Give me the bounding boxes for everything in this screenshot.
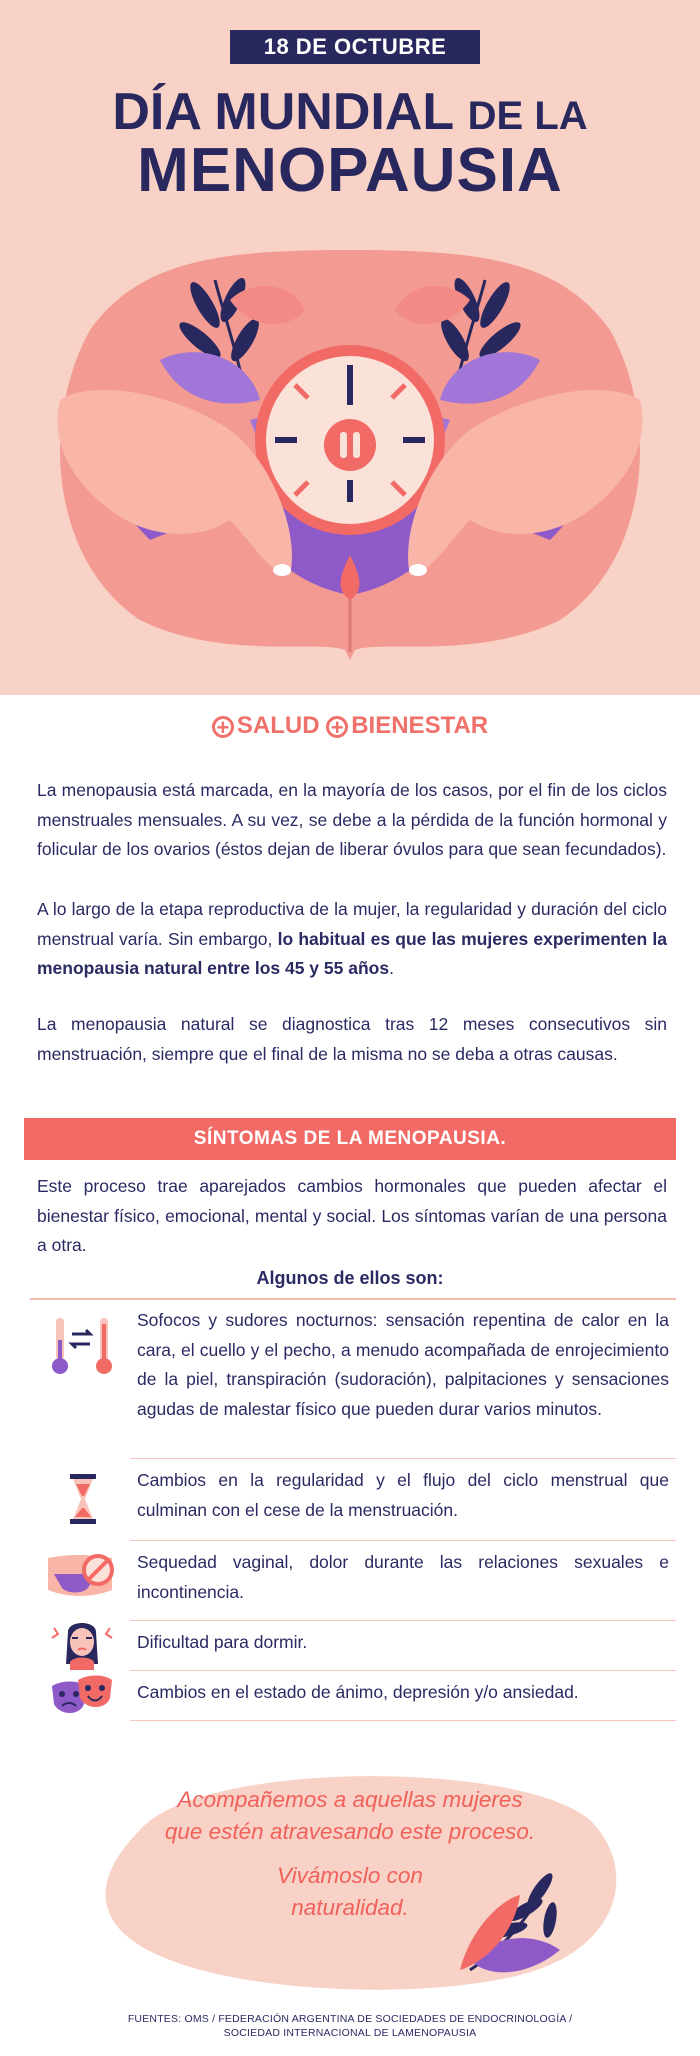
intro-p2-end: . [389,958,394,978]
divider [30,1298,676,1300]
closing-line3: Vivámoslo con [277,1863,423,1888]
tagline [0,712,700,740]
tagline-word2: BIENESTAR [351,712,489,739]
symptoms-subheading: Algunos de ellos son: [256,1268,444,1288]
symptom-item [30,1678,676,1720]
divider [130,1458,676,1459]
divider [130,1540,676,1541]
date-badge: 18 DE OCTUBRE [230,30,480,64]
divider [130,1620,676,1621]
sleepless-woman-icon [48,1618,118,1670]
symptom-text: Sofocos y sudores nocturnos: sensación repentina de calor en la cara, el cuello y el pecho, a menudo acompañada de enrojecimiento de la piel, transpiración (sudoración), palpitaciones y sensaciones agudas de malestar físico que pueden durar varios minutos. [137,1310,669,1419]
divider [130,1720,676,1721]
title-small: DE LA [467,94,588,138]
symptoms-intro: Este proceso trae aparejados cambios hormonales que pueden afectar el bienestar físico, emocional, mental y social. Los síntomas varían de una persona a otra. [37,1176,667,1255]
hourglass-icon [48,1472,118,1526]
closing-section [0,1770,700,1990]
symptom-item [30,1466,676,1540]
thermometer-icon [48,1314,118,1380]
no-underwear-icon [48,1550,118,1604]
symptom-text: Cambios en el estado de ánimo, depresión y/o ansiedad. [137,1682,579,1702]
page-title-line2: MENOPAUSIA [137,136,563,205]
symptom-text: Sequedad vaginal, dolor durante las relaciones sexuales e incontinencia. [137,1552,669,1602]
tagline-word1: SALUD [236,712,320,739]
intro-paragraph-3: La menopausia natural se diagnostica tras 12 meses consecutivos sin menstruación, siempre que el final de la misma no se deba a otras causas. [37,1014,667,1064]
symptom-text: Dificultad para dormir. [137,1632,308,1652]
divider [130,1670,676,1671]
intro-paragraph-2 [37,895,667,984]
symptoms-heading: SÍNTOMAS DE LA MENOPAUSIA. [24,1118,676,1160]
closing-line4: naturalidad. [291,1895,409,1920]
sources-line2: SOCIEDAD INTERNACIONAL DE LAMENOPAUSIA [223,2027,477,2039]
symptom-item [30,1628,676,1670]
theater-masks-icon [48,1674,118,1720]
hero-section [0,0,700,695]
plus-icon: + [326,716,348,738]
symptom-item [30,1548,676,1620]
symptom-item [30,1306,676,1458]
intro-paragraph-1: La menopausia está marcada, en la mayoría de los casos, por el fin de los ciclos menstruales mensuales. A su vez, se debe a la pérdida de la función hormonal y folicular de los ovarios (éstos dejan de liberar óvulos para que sean fecundados). [37,780,667,859]
closing-line1: Acompañemos a aquellas mujeres [177,1787,523,1812]
sources [0,2012,700,2040]
title-main: DÍA MUNDIAL [112,83,454,141]
intro-p2-start: A lo largo de la etapa reproductiva de la mujer, la regularidad y duración del ciclo menstrual varía. Sin embargo, [37,899,667,949]
closing-line2: que estén atravesando este proceso. [164,1819,536,1844]
clock-pause-icon [255,345,445,535]
plus-icon: + [212,716,234,738]
symptom-text: Cambios en la regularidad y el flujo del ciclo menstrual que culminan con el cese de la menstruación. [137,1470,669,1520]
sources-line1: FUENTES: OMS / FEDERACIÓN ARGENTINA DE SOCIEDADES DE ENDOCRINOLOGÍA / [127,2013,573,2025]
intro-p2-bold: lo habitual es que las mujeres experimenten la menopausia natural entre los 45 y 55 años [37,928,667,978]
